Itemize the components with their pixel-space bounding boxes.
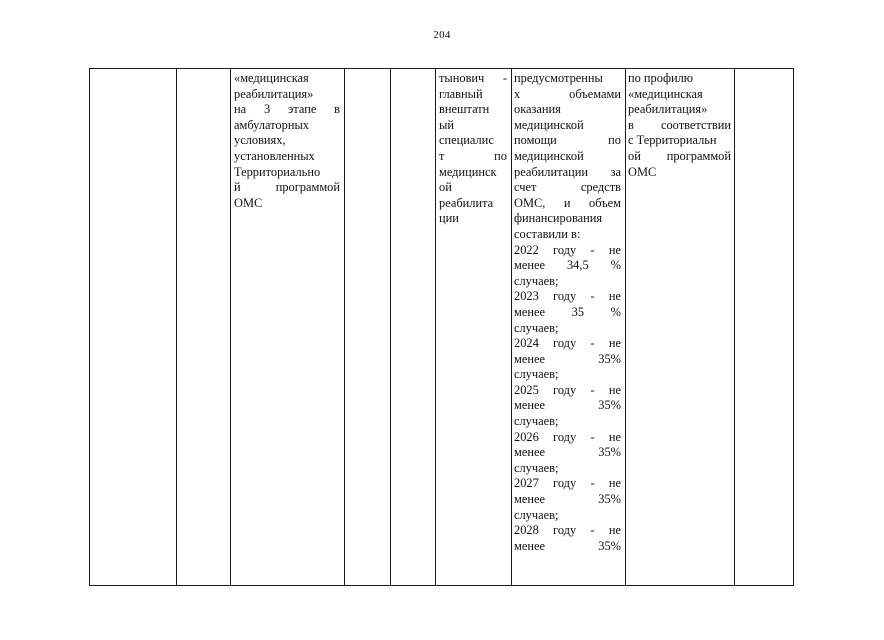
text-line: 2022 году - не (514, 242, 621, 257)
text-line: медицинской (514, 117, 584, 132)
text-line: ОМС (628, 164, 657, 179)
col-divider-2 (230, 68, 231, 586)
text-line: случаев; (514, 460, 559, 475)
text-line: реабилита (439, 195, 494, 210)
text-line: оказания (514, 102, 561, 117)
text-line: случаев; (514, 507, 559, 522)
text-line: помощи по (514, 133, 621, 148)
text-line: 2025 году - не (514, 382, 621, 397)
text-line: случаев; (514, 414, 559, 429)
col-divider-5 (435, 68, 436, 586)
text-line: «медицинская (234, 71, 309, 85)
text-line: случаев; (514, 320, 559, 335)
text-line: 2024 году - не (514, 336, 621, 351)
cell-measure-name (234, 71, 340, 211)
text-line: ОМС (234, 195, 263, 210)
text-line: счет средств (514, 180, 621, 195)
text-line: случаев; (514, 273, 559, 288)
table-bottom-border (89, 585, 794, 586)
text-line: 2023 году - не (514, 289, 621, 304)
text-line: й программой (234, 180, 340, 195)
text-line: медицинской (514, 148, 584, 163)
text-line: специалис (439, 133, 494, 148)
text-line: 2026 году - не (514, 429, 621, 444)
text-line: условиях, (234, 133, 286, 148)
col-divider-8 (734, 68, 735, 586)
text-line: менее 34,5 % (514, 258, 621, 273)
cell-profile (628, 71, 731, 180)
text-line: случаев; (514, 367, 559, 382)
text-line: менее 35% (514, 351, 621, 366)
text-line: в соответствии (628, 117, 731, 132)
col-divider-9 (793, 68, 794, 586)
text-line: «медицинская (628, 86, 703, 101)
col-divider-6 (511, 68, 512, 586)
col-divider-1 (176, 68, 177, 586)
text-line: т по (439, 148, 507, 163)
text-line: менее 35% (514, 538, 621, 553)
text-line: ый (439, 117, 454, 132)
col-divider-4 (390, 68, 391, 586)
text-line: составили в: (514, 226, 581, 241)
text-line: ции (439, 211, 459, 226)
page-number: 204 (433, 29, 451, 41)
text-line: менее 35% (514, 445, 621, 460)
text-line: реабилитации за (514, 164, 621, 179)
text-line: внештатн (439, 102, 490, 117)
text-line: Территориально (234, 164, 321, 179)
text-line: менее 35% (514, 398, 621, 413)
text-line: предусмотренны (514, 71, 603, 85)
text-line: установленных (234, 148, 315, 163)
col-divider-0 (89, 68, 90, 586)
col-divider-7 (625, 68, 626, 586)
text-line: менее 35 % (514, 304, 621, 319)
text-line: с Территориальн (628, 133, 717, 148)
text-line: реабилитация» (628, 102, 708, 117)
text-line: ОМС, и объем (514, 195, 621, 210)
text-line: медицинск (439, 164, 497, 179)
table-top-border (89, 68, 794, 69)
text-line: на 3 этапе в (234, 102, 340, 117)
col-divider-3 (344, 68, 345, 586)
text-line: главный (439, 86, 483, 101)
text-line: ой программой (628, 148, 731, 163)
cell-expected-result (514, 71, 621, 554)
text-line: по профилю (628, 71, 694, 85)
text-line: менее 35% (514, 492, 621, 507)
text-line: реабилитация» (234, 86, 314, 101)
cell-responsible (439, 71, 507, 227)
text-line: финансирования (514, 211, 603, 226)
text-line: 2027 году - не (514, 476, 621, 491)
text-line: 2028 году - не (514, 523, 621, 538)
text-line: ой (439, 180, 452, 195)
text-line: амбулаторных (234, 117, 309, 132)
text-line: х объемами (514, 86, 621, 101)
text-line: тынович - (439, 71, 507, 85)
